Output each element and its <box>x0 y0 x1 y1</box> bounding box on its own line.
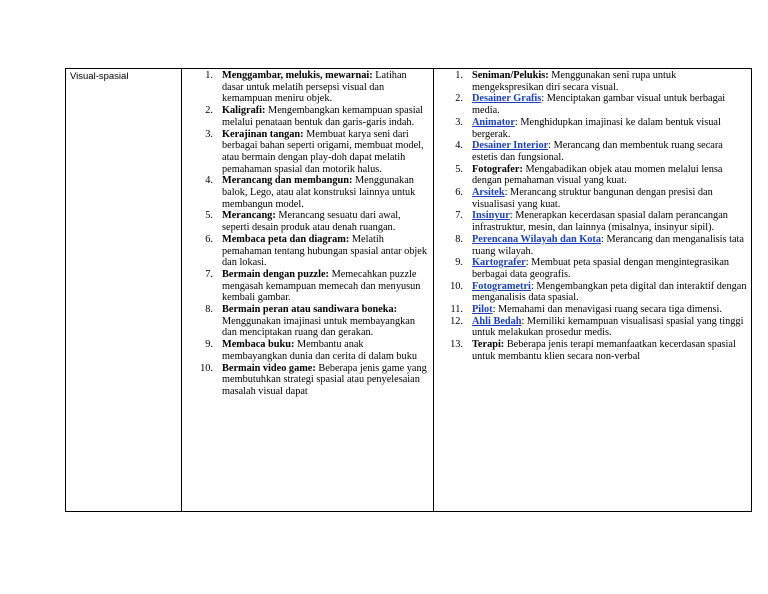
list-item: 7. Bermain dengan puzzle: Memecahkan puzzle mengasah kemampuan memecah dan menyusun kembali gambar. <box>205 268 421 304</box>
profession-link[interactable]: Desainer Grafis <box>472 93 542 105</box>
list-item: 2. Kaligrafi: Mengembangkan kemampuan spasial melalui penataan bentuk dan garis-garis indah. <box>205 105 424 128</box>
list-item: 8. Perencana Wilayah dan Kota: Merancang dan menganalisis tata ruang wilayah. <box>455 233 744 257</box>
list-item: 2. Desainer Grafis: Menciptakan gambar visual untuk berbagai media. <box>455 93 726 117</box>
list-item: 1. Seniman/Pelukis: Menggunakan seni rupa untuk mengekspresikan diri secara visual. <box>455 70 677 93</box>
list-item: 6. Membaca peta dan diagram: Melatih pemahaman tentang hubungan spasial antar objek dan lokasi. <box>205 233 428 269</box>
profession-link[interactable]: Perencana Wilayah dan Kota <box>472 233 602 245</box>
list-item: 10. Bermain video game: Beberapa jenis game yang membutuhkan strategi spasial atau penyelesaian masalah visual dapat <box>200 362 427 397</box>
profession-link[interactable]: Kartografer <box>472 257 526 269</box>
profession-link[interactable]: Pilot <box>472 304 493 316</box>
profession-link[interactable]: Insinyur <box>472 210 510 222</box>
list-item: 11. Pilot: Memahami dan menavigasi ruang secara tiga dimensi. <box>450 304 722 316</box>
column-divider <box>433 69 434 511</box>
list-item: 1. Menggambar, melukis, mewarnai: Latihan dasar untuk melatih persepsi visual dan kemampuan meniru objek. <box>205 70 407 105</box>
list-item: 6. Arsitek: Merancang struktur bangunan dengan presisi dan visualisasi yang kuat. <box>455 187 713 210</box>
intelligence-table <box>65 68 752 512</box>
intelligence-type-label: Visual-spasial <box>70 71 129 82</box>
list-item: 3. Kerajinan tangan: Membuat karya seni dari berbagai bahan seperti origami, membuat model, atau bermain dengan play-doh dapat melatih pemahaman spasial dan motorik halus. <box>205 128 424 175</box>
professions-list <box>441 70 749 363</box>
profession-link[interactable]: Desainer Interior <box>472 140 549 152</box>
profession-link[interactable]: Animator <box>472 116 515 128</box>
activities-list <box>191 70 429 398</box>
list-item: 13. Terapi: Beberapa jenis terapi memanfaatkan kecerdasan spasial untuk membantu klien secara non-verbal <box>450 339 736 362</box>
list-item: 4. Desainer Interior: Merancang dan membentuk ruang secara estetis dan fungsional. <box>455 140 723 163</box>
list-item: 7. Insinyur: Menerapkan kecerdasan spasial dalam perancangan infrastruktur, mesin, dan lainnya (misalnya, insinyur sipil). <box>455 210 728 234</box>
profession-link[interactable]: Arsitek <box>472 187 505 199</box>
column-divider <box>181 69 182 511</box>
profession-link[interactable]: Ahli Bedah <box>472 315 522 327</box>
list-item: 10. Fotogrametri: Mengembangkan peta digital dan interaktif dengan menganalisis data spasial. <box>450 280 747 304</box>
list-item: 5. Merancang: Merancang sesuatu dari awal, seperti desain produk atau denah ruangan. <box>205 210 401 234</box>
list-item: 12. Ahli Bedah: Memiliki kemampuan visualisasi spasial yang tinggi untuk melakukan prosedur medis. <box>450 315 744 339</box>
list-item: 9. Membaca buku: Membantu anak membayangkan dunia dan cerita di dalam buku <box>205 339 418 362</box>
list-item: 4. Merancang dan membangun: Menggunakan balok, Lego, atau alat konstruksi lainnya untuk membangun model. <box>205 175 416 210</box>
profession-link[interactable]: Fotogrametri <box>472 280 531 292</box>
list-item: 9. Kartografer: Membuat peta spasial dengan mengintegrasikan berbagai data geografis. <box>455 257 730 280</box>
list-item: 3. Animator: Menghidupkan imajinasi ke dalam bentuk visual bergerak. <box>455 116 721 140</box>
list-item: 5. Fotografer: Mengabadikan objek atau momen melalui lensa dengan pemahaman visual yang kuat. <box>455 163 723 187</box>
list-item: 8. Bermain peran atau sandiwara boneka: Menggunakan imajinasi untuk membayangkan dan menciptakan ruang dan gerakan. <box>205 304 416 339</box>
professions-column <box>441 70 749 363</box>
activities-column <box>191 70 429 398</box>
